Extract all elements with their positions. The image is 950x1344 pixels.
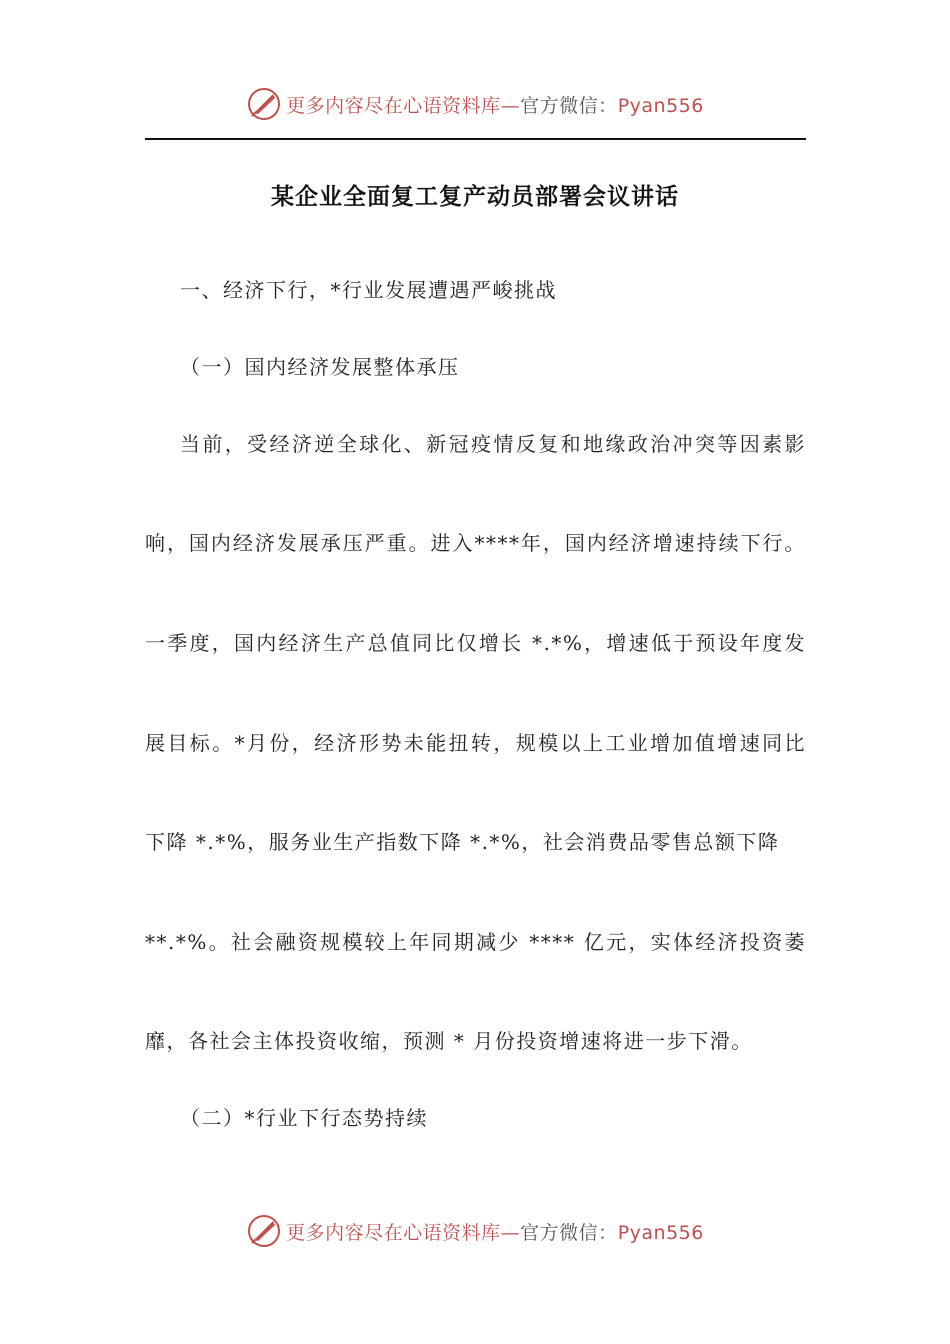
quill-logo-icon (246, 86, 282, 122)
subsection-heading-2: （二）*行业下行态势持续 (180, 1106, 428, 1130)
paragraph-line: 展目标。*月份，经济形势未能扭转，规模以上工业增加值增速同比 (145, 731, 806, 755)
paragraph-line: 靡，各社会主体投资收缩，预测 * 月份投资增速将进一步下滑。 (145, 1029, 753, 1053)
banner-title: 更多内容尽在心语资料库 (286, 1221, 501, 1244)
banner-account: Pyan556 (617, 1221, 704, 1244)
banner-text (286, 1218, 704, 1245)
header-rule (145, 138, 806, 140)
quill-logo-icon (246, 1213, 282, 1249)
subsection-heading-1: （一）国内经济发展整体承压 (180, 355, 460, 379)
banner-dash: — (500, 1221, 521, 1244)
banner-wechat-label: 官方微信： (520, 94, 618, 117)
paragraph-line: 下降 *.*%，服务业生产指数下降 *.*%，社会消费品零售总额下降 (145, 830, 780, 854)
banner-dash: — (500, 94, 521, 117)
section-heading-1: 一、经济下行，*行业发展遭遇严峻挑战 (180, 278, 557, 302)
banner-text (286, 91, 704, 118)
paragraph-line: 当前，受经济逆全球化、新冠疫情反复和地缘政治冲突等因素影 (180, 432, 806, 456)
banner-title: 更多内容尽在心语资料库 (286, 94, 501, 117)
banner-account: Pyan556 (617, 94, 704, 117)
paragraph-line: 响，国内经济发展承压严重。进入****年，国内经济增速持续下行。 (145, 531, 806, 555)
paragraph-line: **.*%。社会融资规模较上年同期减少 **** 亿元，实体经济投资萎 (145, 930, 806, 954)
paragraph-line: 一季度，国内经济生产总值同比仅增长 *.*%，增速低于预设年度发 (145, 631, 806, 655)
header-banner (0, 84, 950, 124)
document-title: 某企业全面复工复产动员部署会议讲话 (271, 183, 679, 210)
banner-wechat-label: 官方微信： (520, 1221, 618, 1244)
footer-banner (0, 1211, 950, 1251)
